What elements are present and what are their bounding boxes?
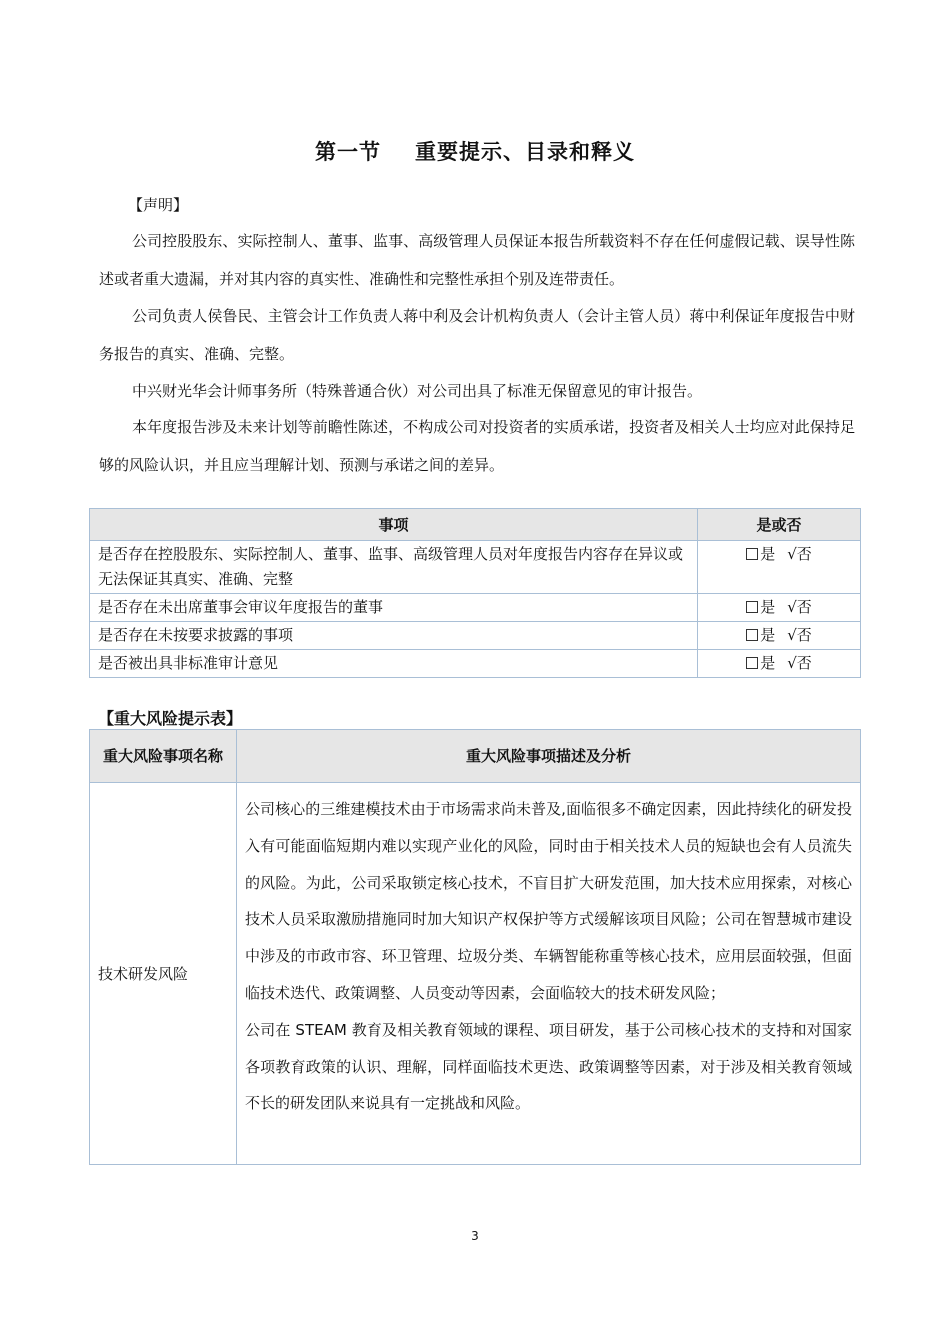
matters-table	[89, 508, 861, 678]
risk-table	[89, 729, 861, 1165]
section-heading: 重要提示、目录和释义	[415, 140, 635, 164]
answer-no: √否	[787, 654, 812, 672]
risk-description	[237, 783, 861, 1165]
declaration-heading: 【声明】	[128, 196, 189, 214]
answer-no: √否	[787, 545, 812, 563]
risk-description-paragraph: 公司核心的三维建模技术由于市场需求尚未普及,面临很多不确定因素，因此持续化的研发投入有可能面临短期内难以实现产业化的风险，同时由于相关技术人员的短缺也会有人员流失的风险。为此，公司采取锁定核心技术，不盲目扩大研发范围，加大技术应用探索，对核心技术人员采取激励措施同时加大知识产权保护等方式缓解该项目风险；公司在智慧城市建设中涉及的市政市容、环卫管理、垃圾分类、车辆智能称重等核心技术，应用层面较强，但面临技术迭代、政策调整、人员变动等因素，会面临较大的技术研发风险；	[245, 800, 852, 1002]
declaration-paragraph: 本年度报告涉及未来计划等前瞻性陈述，不构成公司对投资者的实质承诺，投资者及相关人士均应对此保持足够的风险认识，并且应当理解计划、预测与承诺之间的差异。	[99, 418, 855, 474]
answer-cell	[698, 650, 861, 678]
risk-name: 技术研发风险	[90, 783, 237, 1165]
matter-text: 是否被出具非标准审计意见	[90, 650, 698, 678]
answer-cell	[698, 594, 861, 622]
column-header-risk-description: 重大风险事项描述及分析	[237, 730, 861, 783]
checkbox-icon	[746, 629, 758, 641]
section-title	[0, 136, 950, 166]
column-header-item: 事项	[90, 509, 698, 541]
table-row	[90, 594, 861, 622]
matter-text: 是否存在控股股东、实际控制人、董事、监事、高级管理人员对年度报告内容存在异议或无法保证其真实、准确、完整	[90, 541, 698, 594]
answer-no: √否	[787, 626, 812, 644]
declaration-paragraph: 中兴财光华会计师事务所（特殊普通合伙）对公司出具了标准无保留意见的审计报告。	[132, 382, 703, 400]
answer-cell	[698, 541, 861, 594]
risk-description-paragraph: 公司在 STEAM 教育及相关教育领域的课程、项目研发，基于公司核心技术的支持和对国家各项教育政策的认识、理解，同样面临技术更迭、政策调整等因素，对于涉及相关教育领域不长的研发团队来说具有一定挑战和风险。	[245, 1020, 852, 1113]
section-number: 第一节	[315, 140, 381, 164]
answer-yes: 是	[760, 598, 776, 616]
answer-yes: 是	[760, 654, 776, 672]
matter-text: 是否存在未出席董事会审议年度报告的董事	[90, 594, 698, 622]
answer-yes: 是	[760, 626, 776, 644]
checkbox-icon	[746, 657, 758, 669]
answer-cell	[698, 622, 861, 650]
table-row	[90, 622, 861, 650]
answer-no: √否	[787, 598, 812, 616]
table-row	[90, 541, 861, 594]
answer-yes: 是	[760, 545, 776, 563]
risk-table-heading: 【重大风险提示表】	[98, 709, 243, 728]
table-header-row	[90, 509, 861, 541]
page-number: 3	[471, 1229, 479, 1243]
matter-text: 是否存在未按要求披露的事项	[90, 622, 698, 650]
column-header-answer: 是或否	[698, 509, 861, 541]
declaration-paragraph: 公司负责人侯鲁民、主管会计工作负责人蒋中利及会计机构负责人（会计主管人员）蒋中利保证年度报告中财务报告的真实、准确、完整。	[99, 307, 855, 363]
declaration-paragraph: 公司控股股东、实际控制人、董事、监事、高级管理人员保证本报告所载资料不存在任何虚假记载、误导性陈述或者重大遗漏，并对其内容的真实性、准确性和完整性承担个别及连带责任。	[99, 232, 855, 288]
column-header-risk-name: 重大风险事项名称	[90, 730, 237, 783]
table-row	[90, 783, 861, 1165]
table-row	[90, 650, 861, 678]
checkbox-icon	[746, 548, 758, 560]
table-header-row	[90, 730, 861, 783]
checkbox-icon	[746, 601, 758, 613]
